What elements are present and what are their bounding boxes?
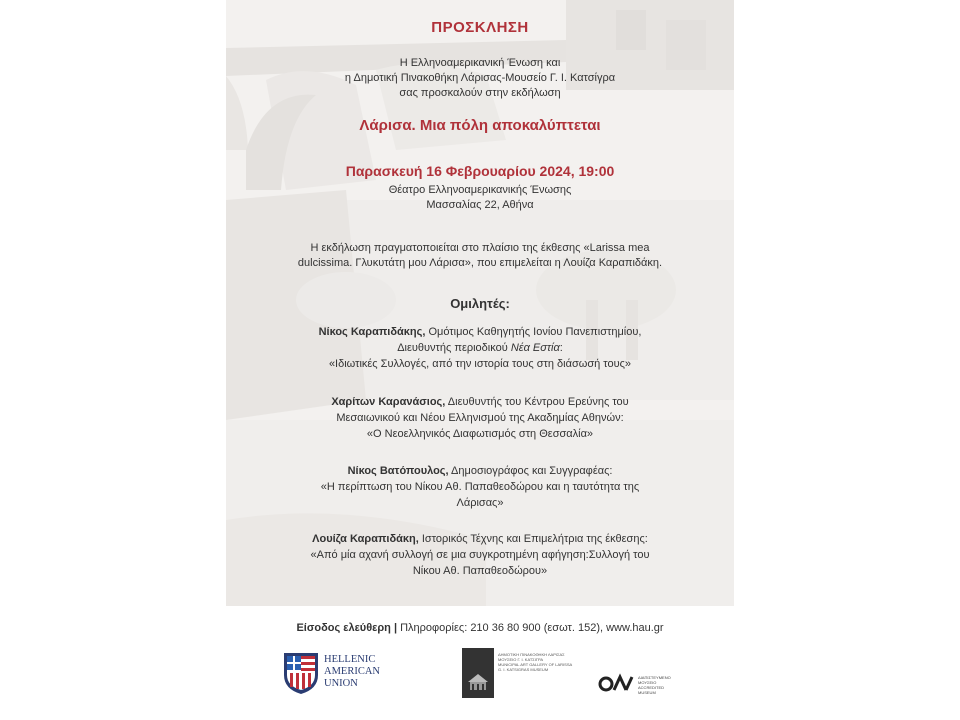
hau-word-1: HELLENIC (324, 654, 376, 665)
speaker-4-line-1 (226, 532, 734, 546)
speakers-heading: Ομιλητές: (450, 296, 510, 311)
speaker-3-line-2: «Η περίπτωση του Νίκου Αθ. Παπαθεοδώρου και η ταυτότητα της (320, 481, 640, 493)
poster-content (226, 0, 734, 606)
municipal-gallery-logo (462, 648, 586, 698)
context-line-1: Η εκδήλωση πραγματοποιείται στο πλαίσιο της έκθεσης «Larissa mea (310, 242, 650, 254)
intro-line-2: η Δημοτική Πινακοθήκη Λάρισας-Μουσείο Γ. Ι. Κατσίγρα (344, 72, 616, 84)
speaker-2-line-1 (226, 395, 734, 409)
speaker-1-position: Διευθυντής περιοδικού (397, 342, 511, 354)
venue-line-2: Μασσαλίας 22, Αθήνα (426, 199, 534, 211)
hau-word-2: AMERICAN (324, 666, 381, 677)
gallery-text (498, 652, 584, 672)
speaker-2-name: Χαρίτων Καρανάσιος, (331, 396, 446, 408)
speaker-4-name: Λουίζα Καραπιδάκη, (312, 533, 419, 545)
speaker-4-talk: Νίκου Αθ. Παπαθεοδώρου» (412, 565, 548, 577)
accredited-text-3: ACCREDITED (638, 685, 665, 690)
speaker-3-name: Νίκος Βατόπουλος, (347, 465, 449, 477)
speaker-2-role: Διευθυντής του Κέντρου Ερεύνης του (445, 396, 629, 408)
intro-line-3: σας προσκαλούν στην εκδήλωση (399, 87, 561, 99)
speaker-1-colon: : (559, 342, 563, 354)
speaker-1-name: Νίκος Καραπιδάκης, (318, 326, 426, 338)
event-date: Παρασκευή 16 Φεβρουαρίου 2024, 19:00 (345, 163, 615, 179)
speaker-1-line-2 (226, 341, 734, 355)
contact-info: Πληροφορίες: 210 36 80 900 (εσωτ. 152), www.hau.gr (400, 622, 664, 634)
context-line-2: dulcissima. Γλυκυτάτη μου Λάρισα», που επιμελείται η Λουίζα Καραπιδάκη. (297, 257, 663, 269)
speaker-3-role: Δημοσιογράφος και Συγγραφέας: (448, 465, 613, 477)
accredited-text-4: MUSEUM (638, 690, 656, 695)
accredited-text (638, 675, 688, 695)
gallery-text-3: MUNICIPAL ART GALLERY OF LARISSA (498, 662, 573, 667)
invitation-poster (226, 0, 734, 606)
event-title: Λάρισα. Μια πόλη αποκαλύπτεται (359, 117, 601, 134)
speaker-3-line-1 (226, 464, 734, 478)
speaker-4-role: Ιστορικός Τέχνης και Επιμελήτρια της έκθεσης: (418, 533, 648, 545)
venue-line-1: Θέατρο Ελληνοαμερικανικής Ένωσης (388, 184, 572, 196)
speaker-1-talk: «Ιδιωτικές Συλλογές, από την ιστορία τους στη διάσωσή τους» (328, 358, 632, 370)
speaker-4-line-2: «Από μία αχανή συλλογή σε μια συγκροτημένη αφήγηση:Συλλογή του (310, 549, 650, 561)
speaker-1-line-1 (226, 325, 734, 339)
gallery-building-icon (462, 648, 494, 698)
speaker-1-journal: Νέα Εστία (510, 342, 560, 354)
gallery-text-4: G. I. KATSIGRAS MUSEUM (498, 667, 549, 672)
accredited-text-2: ΜΟΥΣΕΙΟ (638, 680, 657, 685)
invitation-title: ΠΡΟΣΚΛΗΣΗ (431, 19, 529, 36)
accredited-text-1: ΔΙΑΠΙΣΤΕΥΜΕΝΟ (638, 675, 671, 680)
accredited-museum-logo (598, 672, 688, 696)
speaker-2-talk: «Ο Νεοελληνικός Διαφωτισμός στη Θεσσαλία» (366, 428, 594, 440)
hellenic-american-union-logo (282, 651, 402, 695)
hau-word-3: UNION (324, 678, 358, 689)
hau-wordmark (324, 654, 380, 690)
free-entry-label: Είσοδος ελεύθερη (296, 622, 391, 634)
intro-line-1: Η Ελληνοαμερικανική Ένωση και (399, 57, 561, 69)
footer-info (0, 622, 960, 634)
accredited-museum-icon (598, 672, 636, 694)
speaker-1-role: Ομότιμος Καθηγητής Ιονίου Πανεπιστημίου, (425, 326, 642, 338)
gallery-text-2: ΜΟΥΣΕΙΟ Γ. Ι. ΚΑΤΣΙΓΡΑ (498, 657, 544, 662)
hau-shield-icon (282, 651, 320, 695)
footer-separator: | (390, 622, 401, 634)
speaker-2-line-2: Μεσαιωνικού και Νέου Ελληνισμού της Ακαδημίας Αθηνών: (336, 412, 624, 424)
gallery-text-1: ΔΗΜΟΤΙΚΗ ΠΙΝΑΚΟΘΗΚΗ ΛΑΡΙΣΑΣ (498, 652, 565, 657)
speaker-3-talk: Λάρισας» (456, 497, 504, 509)
